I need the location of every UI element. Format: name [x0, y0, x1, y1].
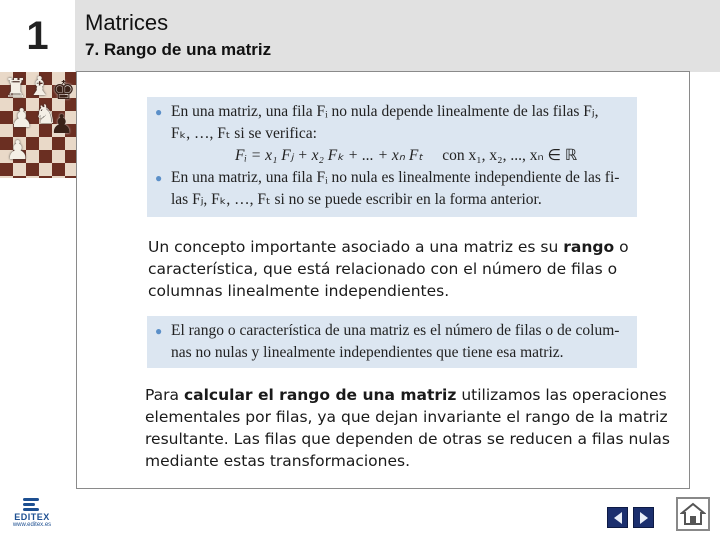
section-subtitle: 7. Rango de una matriz: [85, 40, 272, 59]
definition-box-dependence: [147, 97, 637, 217]
prev-arrow-icon: [611, 511, 625, 525]
editex-logo: [4, 496, 60, 538]
formula-condition: con x₁, x₂, ..., xₙ ∈ ℝ: [442, 147, 578, 164]
logo-url: www.editex.es: [12, 522, 52, 528]
paragraph-text: o característica, que está relacionado con el número de filas o columnas linealmente independientes.: [148, 238, 629, 300]
list-item: [155, 320, 631, 364]
chapter-number: 1: [0, 0, 75, 72]
paragraph-bold: rango: [563, 238, 615, 256]
chess-board-image: ♜ ♝ ♚ ♟ ♞ ♟ ♟: [0, 72, 76, 178]
list-item: [155, 167, 631, 211]
home-icon: [680, 502, 706, 526]
definition-line: El rango o característica de una matriz es el número de filas o de colum-: [171, 322, 620, 339]
definition-line: las Fⱼ, Fₖ, …, Fₜ si no se puede escribir en la forma anterior.: [171, 191, 542, 208]
definition-line: En una matriz, una fila Fᵢ no nula es linealmente independiente de las fi-: [171, 169, 620, 186]
logo-brand: EDITEX: [14, 512, 50, 522]
paragraph-rank-calculation: [145, 384, 675, 472]
next-arrow-icon: [637, 511, 651, 525]
content-panel: [76, 71, 690, 489]
definition-box-rank: [147, 316, 637, 368]
definition-line: nas no nulas y linealmente independientes que tiene esa matriz.: [171, 344, 564, 361]
header-bar: [75, 0, 720, 72]
paragraph-text: utilizamos las operaciones elementales por filas, ya que dejan invariante el rango de la matriz resultante. Las filas que dependen de otras se reducen a filas nulas mediante estas transformaciones.: [145, 386, 671, 470]
home-button[interactable]: [676, 497, 710, 531]
paragraph-text: Un concepto importante asociado a una matriz es su: [148, 238, 564, 256]
bullet-icon: ●: [155, 171, 163, 185]
previous-button[interactable]: [607, 507, 628, 528]
page-title: Matrices: [85, 10, 169, 35]
paragraph-bold: calcular el rango de una matriz: [183, 386, 457, 404]
editex-mark-icon: [21, 496, 43, 512]
paragraph-text: Para: [145, 386, 184, 404]
bullet-icon: ●: [155, 105, 163, 119]
definition-line: Fₖ, …, Fₜ si se verifica:: [171, 125, 317, 142]
formula-expression: Fᵢ = x₁ Fⱼ + x₂ Fₖ + ... + xₙ Fₜ: [235, 147, 423, 164]
list-item: [155, 101, 631, 145]
paragraph-rank-intro: [148, 236, 668, 302]
bullet-icon: ●: [155, 324, 163, 338]
definition-line: En una matriz, una fila Fᵢ no nula depende linealmente de las filas Fⱼ,: [171, 103, 599, 120]
next-button[interactable]: [633, 507, 654, 528]
formula: [155, 145, 631, 167]
